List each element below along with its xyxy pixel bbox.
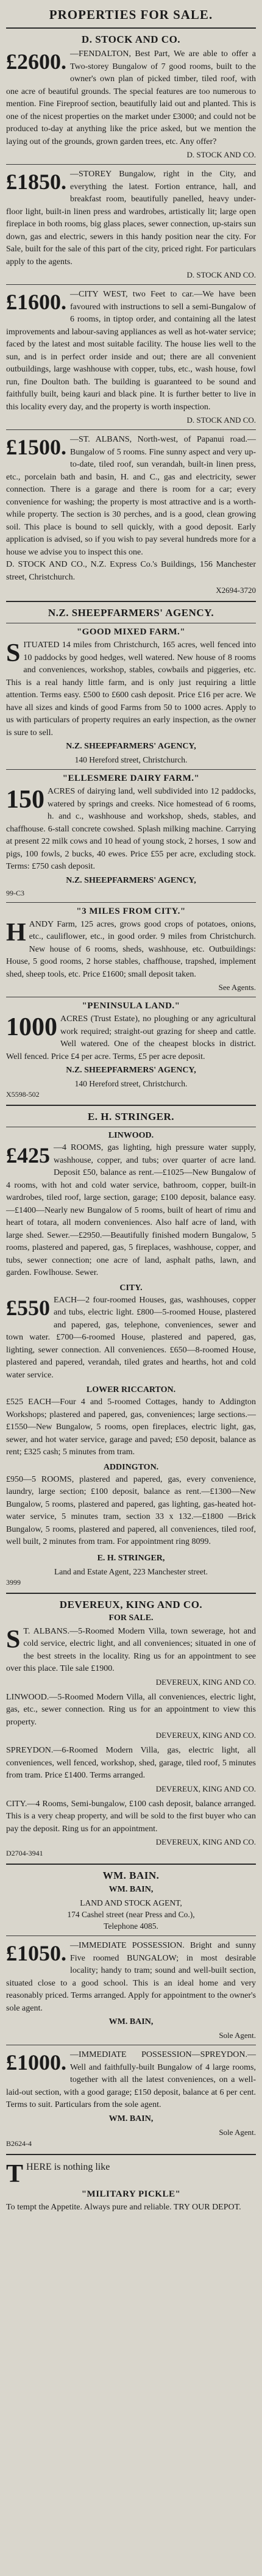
- divider: [6, 429, 256, 430]
- listing-price: £550: [6, 1295, 50, 1320]
- bain-section: [6, 1870, 256, 2149]
- listing-text: EACH—2 four-roomed Houses, gas, washhouses, copper and tubs, electric light. £800—5-roomed House, plastered and papered, gas, telephone, conveniences, sewer and town water. £700—6-roomed House, plastered and papered, gas, lighting, sewer connection. All conveniences. £650—8-roomed House, plastered and papered, verandah, tiled grates and hearths, hot and cold water service.: [6, 1295, 256, 1380]
- divider: [6, 1864, 256, 1865]
- listing-text: —STOREY Bungalow, right in the City, and everything the latest. Fortion entrance, hall, and breakfast room, beautifully panelled, heavy under-floor light, built-in linen press and wardrobes, artistically lit; large open fireplace in both rooms, big glass places, sewer connection, up-stairs sun down, gas and electric, sewers in this handy position near the city. For Sale, built for the sale of this part of the city, priced right. For particulars apply to the agents.: [6, 170, 256, 267]
- for-sale-heading: FOR SALE.: [108, 1613, 154, 1623]
- listing-signature: WM. BAIN,: [108, 2017, 154, 2026]
- listing-ad: [6, 627, 256, 766]
- listing-title: "ELLESMERE DAIRY FARM.": [62, 773, 200, 783]
- listing-signature: DEVEREUX, KING AND CO.: [155, 1677, 256, 1687]
- drop-cap: 150: [6, 786, 44, 814]
- listing-price: £1600.: [6, 290, 66, 314]
- listing-text: £950—5 ROOMS, plastered and papered, gas, every convenience, laundry, large section; £100 deposit, balance as rent.—£1300—New Bungalow, 5 rooms, plastered and papered, gas lighting, gas-heated hot-water service, 5 minutes tram, section 33 x 132.—£1800 —Brick Bungalow, 5 rooms, plastered and papered, all conveniences, tiled roof, well built, 2 minutes from tram. For appointment ring 8099.: [6, 1474, 256, 1546]
- listing-text: £525 EACH—Four 4 and 5-roomed Cottages, handy to Addington Workshops; plastered and papered, gas, conveniences; large sections.—£1550—New Bungalow, 5 rooms, open fireplaces, electric light, gas, sewer, and hot water service, garage and paved; £50 deposit, balance as rent; £325 cash; 5 minutes from tram.: [6, 1397, 256, 1457]
- divider: [6, 769, 256, 770]
- listing-title: "GOOD MIXED FARM.": [76, 627, 186, 637]
- drop-cap: T: [6, 2159, 24, 2188]
- listing-ad: [6, 773, 256, 899]
- pickle-tagline: To tempt the Appetite. Always pure and reliable. TRY OUR DEPOT.: [6, 2202, 241, 2212]
- listing-text: CITY.—4 Rooms, Semi-bungalow, £100 cash deposit, balance arranged. This is a very cheap property, and will be sold to the first buyer who can pay the deposit. Ring us for an appointment.: [6, 1799, 256, 1834]
- listing-ref: X2694-3720: [216, 586, 256, 595]
- listing-text: ACRES (Trust Estate), no ploughing or any agricultural work required; straight-out grazing for sheep and cattle. Well watered. One of the cheapest blocks in district. Well fenced. Price £4 per acre. Terms, £5 per acre deposit.: [6, 1014, 256, 1061]
- stringer-section: [6, 1111, 256, 1588]
- listing-ad: [6, 2049, 256, 2149]
- listing-signature: WM. BAIN,: [108, 2114, 154, 2123]
- locality-heading: LOWER RICCARTON.: [86, 1385, 176, 1394]
- listing-text: —IMMEDIATE POSSESSION—SPREYDON.—Well and faithfully-built Bungalow of 4 large rooms, together with all the latest conveniences, on a well-laid-out section, with a good garage; £150 deposit, balance at 6 per cent. Terms to suit. Particulars from the sole agent.: [6, 2050, 256, 2109]
- listing-signature: D. STOCK AND CO.: [186, 150, 256, 159]
- locality-heading: LINWOOD.: [108, 1131, 154, 1140]
- listing-ad: [6, 48, 256, 160]
- pickle-ad: [6, 2160, 256, 2214]
- listing-text: T. ALBANS.—5-Roomed Modern Villa, town sewerage, hot and cold service, electric light, and all conveniences; situated in one of the best streets in the locality. Ring us for an appointment to see over this place. Tile sale £1900.: [6, 1626, 256, 1673]
- agent-header: N.Z. SHEEPFARMERS' AGENCY.: [48, 607, 214, 619]
- sheepfarmers-section: [6, 607, 256, 1100]
- drop-cap: 1000: [6, 1013, 57, 1041]
- divider: [6, 1105, 256, 1106]
- listing-price: £1850.: [6, 170, 66, 194]
- listing-address: 140 Hereford street, Christchurch.: [74, 1079, 188, 1088]
- listing-ad: [6, 1463, 256, 1549]
- listing-ad: [6, 1798, 256, 1859]
- agent-address: 174 Cashel street (near Press and Co.),: [67, 1910, 195, 1919]
- agent-name: WM. BAIN,: [108, 1885, 154, 1894]
- devereux-section: [6, 1599, 256, 1859]
- listing-price: £1500.: [6, 435, 66, 459]
- listing-ad: [6, 1692, 256, 1742]
- listing-signature: D. STOCK AND CO.: [186, 270, 256, 279]
- pickle-title: "MILITARY PICKLE": [81, 2189, 181, 2199]
- listing-ref: 99-C3: [6, 888, 24, 897]
- agent-telephone: Telephone 4085.: [104, 1921, 158, 1931]
- listing-signature: D. STOCK AND CO.: [186, 415, 256, 425]
- divider: [6, 164, 256, 165]
- listing-title: "PENINSULA LAND.": [82, 1001, 180, 1011]
- drop-cap: S: [6, 1625, 21, 1654]
- listing-address: Land and Estate Agent, 223 Manchester street.: [54, 1566, 208, 1576]
- listing-ad: [6, 1001, 256, 1100]
- locality-heading: CITY.: [119, 1283, 143, 1293]
- listing-ref: D2704-3941: [6, 1849, 43, 1857]
- divider: [6, 902, 256, 903]
- drop-cap: H: [6, 918, 26, 947]
- divider: [6, 601, 256, 602]
- listing-ref: X5598-502: [6, 1090, 40, 1099]
- listing-ad: [6, 1745, 256, 1795]
- listing-text: —4 ROOMS, gas lighting, high pressure water supply, washhouse, copper, and tubs; over quarter of acre land. Deposit £50, balance as rent.—£1025—New Bungalow of 4 rooms, with hot and cold water service, bathroom, copper, built-in wardrobes, tiled roof, large section, garage; £100 deposit, balance easy.—£1400—Nearly new Bungalow of 5 rooms, built of heart of rimu and heart of totara, all modern conveniences. Also half acre of land, with large shed. Sewer.—£2950.—Beautifully finished modern Bungalow, 5 rooms, plastered and papered, gas, 5 fireplaces, washhouse, copper, and tubs, sewer connection; one acre of land, asphalt paths, lawn, and garden. Fowlhouse. Sewer.: [6, 1143, 256, 1277]
- listing-title: "3 MILES FROM CITY.": [76, 906, 186, 916]
- listing-signature: DEVEREUX, KING AND CO.: [155, 1837, 256, 1846]
- listing-ad: [6, 1940, 256, 2041]
- listing-signature: N.Z. SHEEPFARMERS' AGENCY,: [66, 875, 196, 885]
- stock-co-section: [6, 34, 256, 596]
- listing-signature: N.Z. SHEEPFARMERS' AGENCY,: [66, 1066, 196, 1075]
- drop-cap: S: [6, 639, 21, 667]
- listing-text: ANDY Farm, 125 acres, grows good crops of potatoes, onions, etc., cauliflower, etc., in good order. 9 miles from Christchurch. New house of 6 rooms, sheds, washhouse, etc. Outbuildings: House, 5 good rooms, 2 horse stables, chaffhouse, trapshed, implement shed, sheep tools, etc. Price £1600; small deposit taken.: [6, 919, 256, 979]
- listing-price: £425: [6, 1143, 50, 1168]
- divider: [6, 27, 256, 29]
- listing-signature: See Agents.: [218, 983, 256, 992]
- agent-header: D. STOCK AND CO.: [81, 34, 181, 45]
- agent-header: E. H. STRINGER.: [87, 1111, 175, 1122]
- agent-header: WM. BAIN.: [102, 1870, 160, 1881]
- listing-ad: [6, 168, 256, 281]
- listing-signature: D. STOCK AND CO., N.Z. Express Co.'s Buildings, 156 Manchester street, Christchurch.: [6, 560, 256, 582]
- listing-signature: E. H. STRINGER,: [97, 1553, 165, 1563]
- listing-ad: [6, 906, 256, 994]
- listing-ad: [6, 1626, 256, 1688]
- divider: [6, 284, 256, 285]
- listing-text: —FENDALTON, Best Part, We are able to offer a Two-storey Bungalow of 7 good rooms, built to the owner's own plan of picked timber, tiled roof, with one acre of beautiful grounds. The special features are too numerous to mention. Fine Fireproof section, beautifully laid out and planted. This is one of the nicest properties on the market under £3000; and could not be produced to-day at anything like the price asked, but we mention the laying out of the grounds, grown garden trees, etc. Any offer?: [6, 49, 256, 146]
- listing-ad: [6, 1283, 256, 1382]
- agent-header: DEVEREUX, KING AND CO.: [59, 1598, 203, 1610]
- listing-ref: B2624-4: [6, 2139, 32, 2148]
- listing-text: —ST. ALBANS, North-west, of Papanui road.—Bungalow of 5 rooms. Fine sunny aspect and very up-to-date, tiled roof, sun verandah, built-in linen press, etc., porcelain bath and basin, H. and C., gas and electricity, sewer connection. There is a garage and there is room for a car; every convenience for washing; the property is most attractive and is a worth-while property. The section is 30 perches, and is a good, clean growing soil. This place is bound to sell quickly, with a good deposit. Early application is advised, so if you wish to pay several hundreds more for a house we advise you to inspect this one.: [6, 435, 256, 557]
- agent-role: LAND AND STOCK AGENT,: [80, 1898, 182, 1907]
- divider: [6, 1593, 256, 1594]
- listing-ad: [6, 1385, 256, 1459]
- listing-text: —CITY WEST, two Feet to car.—We have been favoured with instructions to sell a semi-Bungalow of 6 rooms, in tiptop order, and containing all the latest improvements and labour-saving appliances as well as hot-water service; faced by the latest and most suitable facility. The house lies well to the sun, and is in perfect order inside and out; there are all convenient outbuildings, large washhouse with copper, tubs, etc., wash house, fowl run, fine Doulton bath. The building is guaranteed to be sound and faithfully built, being kauri and black pine. It is further better to live in this locality every day, and the property is worth inspection.: [6, 290, 256, 412]
- listing-price: £1000.: [6, 2050, 66, 2075]
- listing-signature-role: Sole Agent.: [219, 2031, 256, 2040]
- listing-signature-role: Sole Agent.: [219, 2127, 256, 2137]
- listing-address: 140 Hereford street, Christchurch.: [74, 755, 188, 764]
- listing-text: ITUATED 14 miles from Christchurch, 165 acres, well fenced into 10 paddocks by good hedges, well watered. New house of 8 rooms and conveniences, workshop, stables, cowbails and piggeries, etc. This is a real handy little farm, and is only just requiring a little attention. Terms easy. £500 to £600 cash deposit. Price £16 per acre. We have all sizes and kinds of good Farms from 50 to 1000 acres. Apply to us with particulars of property requires an early inspection, as the owner is sure to sell.: [6, 640, 256, 737]
- divider: [6, 2154, 256, 2155]
- listing-ad: [6, 434, 256, 596]
- listing-text: ACRES of dairying land, well subdivided into 12 paddocks, watered by springs and creeks. Nice homestead of 6 rooms, h. and c., washhouse and workshop, sheds, stables, and chaffhouse. 6-stall concrete cowshed. Splash milking machine. Carrying at present 22 milk cows and 10 head of young stock, 2 horses, 1 sow and pigs, 100 fowls, 2 bucks, 40 ewes. Price £55 per acre, excluding stock. Terms: £750 cash deposit.: [6, 787, 256, 871]
- agent-signature-block: [6, 1552, 256, 1588]
- listing-price: £1050.: [6, 1941, 66, 1965]
- pickle-intro: HERE is nothing like: [26, 2161, 110, 2172]
- listing-text: SPREYDON.—6-Roomed Modern Villa, gas, electric light, all conveniences, well fenced, workshop, shed, garage, tiled roof, 5 minutes from tram. Price £1400. Terms arranged.: [6, 1746, 256, 1780]
- listing-text: LINWOOD.—5-Roomed Modern Villa, all conveniences, electric light, gas, etc., sewer connection. Ring us for an appointment to view this property.: [6, 1692, 256, 1727]
- listing-signature: N.Z. SHEEPFARMERS' AGENCY,: [66, 742, 196, 751]
- listing-signature: DEVEREUX, KING AND CO.: [155, 1784, 256, 1793]
- listing-text: —IMMEDIATE POSSESSION. Bright and sunny Five roomed BUNGALOW; in most desirable locality; handy to tram; sound and well-built section, situated close to a good school. This is an ideal home and very reasonably priced. Terms arranged. Apply for appointment to the owner's sole agent.: [6, 1941, 256, 2013]
- listing-ad: [6, 289, 256, 426]
- listing-ref: 3999: [6, 1577, 21, 1587]
- locality-heading: ADDINGTON.: [103, 1462, 159, 1472]
- section-title: PROPERTIES FOR SALE.: [49, 7, 213, 22]
- listing-signature: DEVEREUX, KING AND CO.: [155, 1731, 256, 1740]
- listing-price: £2600.: [6, 49, 66, 74]
- listing-ad: [6, 1131, 256, 1280]
